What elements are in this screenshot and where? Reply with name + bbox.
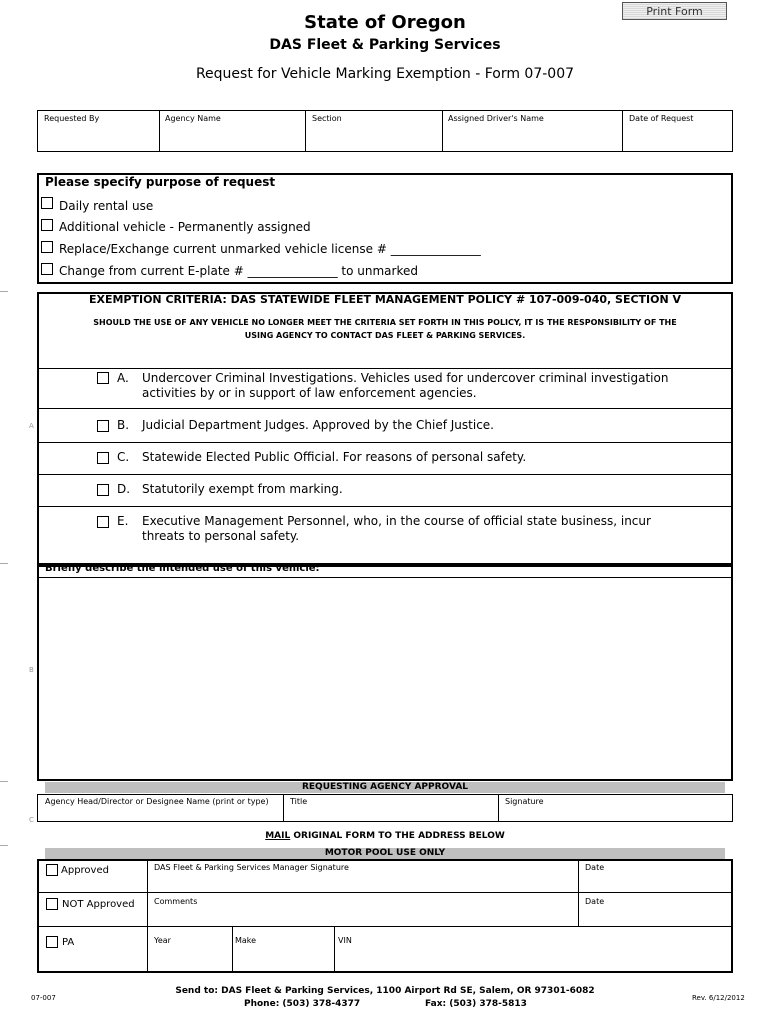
criteria-text: Statutorily exempt from marking. (142, 482, 343, 496)
criteria-letter: B. (117, 418, 130, 432)
criteria-text: Statewide Elected Public Official. For reasons of personal safety. (142, 450, 527, 464)
criteria-text: threats to personal safety. (142, 529, 300, 543)
approval-signature-field[interactable]: Signature (505, 797, 544, 806)
criteria-letter: D. (117, 482, 131, 496)
criteria-notice: SHOULD THE USE OF ANY VEHICLE NO LONGER MEET THE CRITERIA SET FORTH IN THIS POLICY, IT IS THE RESPONSIBILITY OF THE (93, 318, 677, 327)
additional-vehicle-checkbox[interactable] (41, 219, 53, 231)
print-form-button[interactable]: Print Form (622, 2, 727, 20)
criteria-d-checkbox[interactable] (97, 484, 109, 496)
margin-mark-b: B (29, 666, 34, 674)
form-name: Request for Vehicle Marking Exemption - Form 07-007 (195, 66, 575, 82)
describe-heading: Briefly describe the intended use of this vehicle: (45, 563, 320, 574)
option-label: Change from current E-plate # _______________ to unmarked (59, 264, 418, 278)
agency-name-field[interactable]: Agency Name (165, 114, 221, 123)
approved-checkbox[interactable] (46, 864, 58, 876)
motor-pool-bar: MOTOR POOL USE ONLY (45, 848, 725, 859)
pa-checkbox[interactable] (46, 936, 58, 948)
not-approved-checkbox[interactable] (46, 898, 58, 910)
margin-mark-a: A (29, 422, 34, 430)
criteria-b-checkbox[interactable] (97, 420, 109, 432)
agency-head-name-field[interactable]: Agency Head/Director or Designee Name (print or type) (45, 797, 269, 806)
margin-mark-c: C (29, 816, 34, 824)
criteria-text: Judicial Department Judges. Approved by the Chief Justice. (142, 418, 494, 432)
comments-field[interactable]: Comments (154, 897, 198, 906)
motor-pool-section (37, 859, 733, 973)
approval-bar: REQUESTING AGENCY APPROVAL (45, 782, 725, 793)
criteria-c-checkbox[interactable] (97, 452, 109, 464)
date-field-2[interactable]: Date (585, 897, 605, 906)
not-approved-label: NOT Approved (62, 899, 135, 910)
daily-rental-checkbox[interactable] (41, 197, 53, 209)
requested-by-field[interactable]: Requested By (44, 114, 100, 123)
year-field[interactable]: Year (154, 936, 171, 945)
approved-label: Approved (61, 865, 109, 876)
criteria-a-checkbox[interactable] (97, 372, 109, 384)
describe-textarea[interactable] (40, 579, 730, 777)
revision-date: Rev. 6/12/2012 (692, 994, 745, 1002)
option-label: Additional vehicle - Permanently assigned (59, 220, 311, 234)
criteria-letter: C. (117, 450, 130, 464)
criteria-heading: EXEMPTION CRITERIA: DAS STATEWIDE FLEET MANAGEMENT POLICY # 107-009-040, SECTION V (88, 293, 682, 306)
criteria-text: activities by or in support of law enforcement agencies. (142, 386, 477, 400)
criteria-text: Undercover Criminal Investigations. Vehicles used for undercover criminal investigation (142, 371, 669, 385)
section-field[interactable]: Section (312, 114, 342, 123)
change-eplate-checkbox[interactable] (41, 263, 53, 275)
driver-name-field[interactable]: Assigned Driver's Name (448, 114, 544, 123)
criteria-notice: USING AGENCY TO CONTACT DAS FLEET & PARKING SERVICES. (244, 331, 526, 340)
manager-signature-field[interactable]: DAS Fleet & Parking Services Manager Signature (154, 863, 349, 872)
page-title: State of Oregon (304, 12, 466, 33)
mail-note (0, 831, 770, 841)
option-label: Daily rental use (59, 199, 154, 213)
make-field[interactable]: Make (235, 936, 257, 945)
purpose-heading: Please specify purpose of request (45, 175, 276, 189)
mail-note-underlined: MAIL (265, 831, 291, 841)
criteria-letter: E. (117, 514, 129, 528)
approval-title-field[interactable]: Title (290, 797, 308, 806)
option-label: Replace/Exchange current unmarked vehicle license # _______________ (59, 242, 481, 256)
date-field-1[interactable]: Date (585, 863, 605, 872)
phone-number: Phone: (503) 378-4377 (244, 999, 361, 1009)
page-subtitle: DAS Fleet & Parking Services (269, 37, 501, 53)
criteria-letter: A. (117, 371, 129, 385)
replace-exchange-checkbox[interactable] (41, 241, 53, 253)
fax-number: Fax: (503) 378-5813 (425, 999, 527, 1009)
date-of-request-field[interactable]: Date of Request (629, 114, 694, 123)
form-number: 07-007 (31, 994, 56, 1002)
send-to-address: Send to: DAS Fleet & Parking Services, 1100 Airport Rd SE, Salem, OR 97301-6082 (175, 986, 595, 996)
criteria-text: Executive Management Personnel, who, in the course of official state business, incur (142, 514, 651, 528)
mail-note-text: ORIGINAL FORM TO THE ADDRESS BELOW (290, 831, 505, 841)
pa-label: PA (62, 937, 75, 948)
criteria-e-checkbox[interactable] (97, 516, 109, 528)
vin-field[interactable]: VIN (338, 936, 352, 945)
